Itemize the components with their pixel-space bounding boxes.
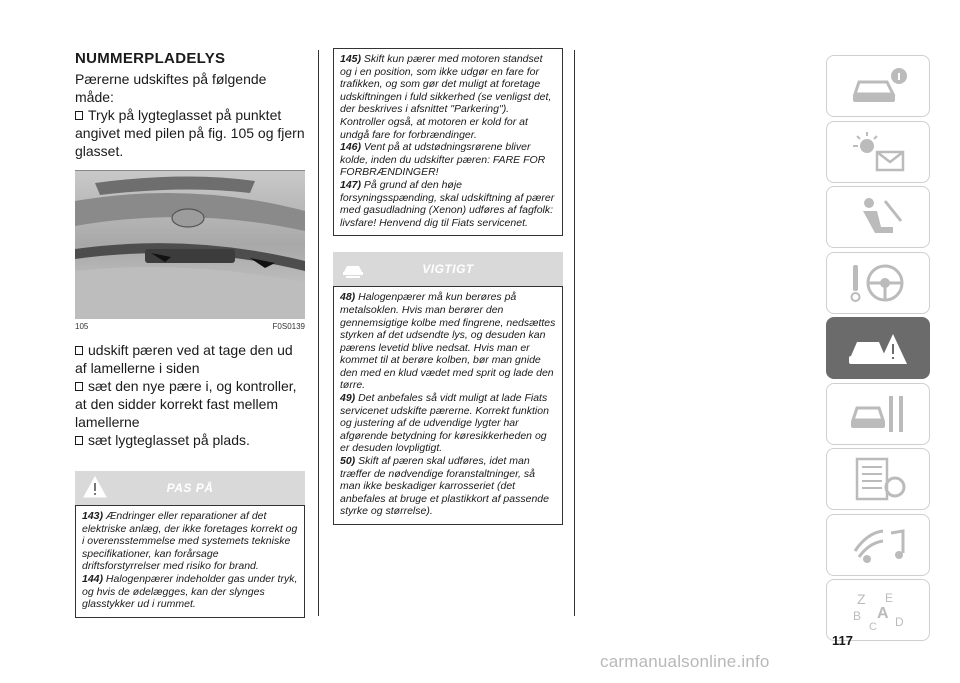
alphabetical-index-icon <box>849 588 909 632</box>
checkbox-bullet-icon <box>75 436 83 445</box>
checkbox-bullet-icon <box>75 111 83 120</box>
svg-text:Z: Z <box>857 591 866 607</box>
notice-item: 145) Skift kun pærer med motoren standset og i en position, som ikke udgør en fare for trafikken, og som gør det muligt at foretage udskiftningen i fuld sikkerhed (se venligst det, der beskrives i afsnittet "Parkering"). Kontroller også, at motoren er kold for at undgå fare for forbrændinger. <box>340 53 552 141</box>
seat-airbag-icon <box>849 195 909 239</box>
pas-paa-box <box>75 505 305 618</box>
key-steering-wheel-icon <box>849 261 909 305</box>
tab-service[interactable] <box>826 383 930 445</box>
column-divider <box>318 50 319 616</box>
intro-text: Pærerne udskiftes på følgende måde: <box>75 71 267 105</box>
step-item: udskift pæren ved at tage den ud af lamellerne i siden <box>75 342 293 376</box>
svg-text:D: D <box>895 615 904 629</box>
notice-item: 144) Halogenpærer indeholder gas under tryk, og hvis de ødelægges, kan der slynges glasstykker ud i rummet. <box>82 572 298 611</box>
figure-105 <box>75 170 305 331</box>
column-divider <box>574 50 575 616</box>
notice-item: 147) På grund af den høje forsyningsspænding, skal udskiftning af pærer med gasudladning (Xenon) udføres af fagfolk: livsfare! Henvend dig til Fiats servicenet. <box>340 178 555 229</box>
tab-lights-mail[interactable] <box>826 121 930 183</box>
tab-multimedia[interactable] <box>826 514 930 576</box>
car-info-icon <box>849 64 909 108</box>
step-item: sæt den nye pære i, og kontroller, at den sidder korrekt fast mellem lamellerne <box>75 378 297 430</box>
checkbox-bullet-icon <box>75 346 83 355</box>
tailgate-photo <box>75 170 305 319</box>
svg-text:A: A <box>877 605 889 622</box>
lights-mail-icon <box>849 130 909 174</box>
tab-key-steering[interactable] <box>826 252 930 314</box>
svg-text:B: B <box>853 609 862 623</box>
watermark: carmanualsonline.info <box>600 652 770 671</box>
step-item: sæt lygteglasset på plads. <box>75 431 305 449</box>
vigtigt-header <box>333 252 563 286</box>
step-item: Tryk på lygteglasset på punktet angivet med pilen på fig. 105 og fjern glasset. <box>75 107 305 159</box>
checkbox-bullet-icon <box>75 382 83 391</box>
notice-item: 50) Skift af pæren skal udføres, idet man træffer de nødvendige foranstaltninger, så man ikke beskadiger karrosseriet (det anbefales at bruge et plastikkort af passende styrke og størrelse). <box>340 455 549 518</box>
tab-index[interactable] <box>826 579 930 641</box>
vigtigt-title: VIGTIGT <box>422 262 474 277</box>
car-warning-triangle-icon <box>849 326 909 370</box>
svg-text:E: E <box>885 591 894 605</box>
page-number: 117 <box>832 633 853 648</box>
svg-text:C: C <box>869 621 877 632</box>
notice-item: 49) Det anbefales så vidt muligt at lade Fiats servicenet udskifte pærerne. Korrekt funktion og justering af de udvendige lygter har afgørende betydning for køresikkerheden og er desuden lovpligtigt. <box>340 392 549 455</box>
notes-box <box>333 48 563 236</box>
notice-item: 146) Vent på at udstødningsrørene bliver kolde, inden du udskifter pæren: FARE FOR FORBRÆNDINGER! <box>340 141 546 179</box>
steps-after <box>75 341 305 449</box>
right-column <box>333 48 563 525</box>
figure-caption <box>75 322 305 331</box>
left-column <box>75 50 305 618</box>
tab-seat-airbag[interactable] <box>826 186 930 248</box>
chapter-tabs <box>826 55 930 645</box>
multimedia-icon <box>849 523 909 567</box>
car-service-tools-icon <box>849 392 909 436</box>
vigtigt-box <box>333 286 563 525</box>
pas-paa-title: PAS PÅ <box>166 481 214 495</box>
spec-sheet-icon <box>849 457 909 501</box>
figure-number: 105 <box>75 322 89 331</box>
notice-item: 48) Halogenpærer må kun berøres på metalsoklen. Hvis man berører den gennemsigtige kolbe med fingrene, nedsættes styrken af det udsendte lys, og desuden kan pærens levetid blive nedsat. Hvis man er kommet til at berøre kolben, bør man gnide den med en klud vædet med sprit og lade den tørre. <box>340 291 556 392</box>
tab-car-info[interactable] <box>826 55 930 117</box>
figure-code: F0S0139 <box>272 322 305 331</box>
tab-emergency[interactable] <box>826 317 930 379</box>
section-heading: NUMMERPLADELYS <box>75 50 226 67</box>
notice-item: 143) Ændringer eller reparationer af det elektriske anlæg, der ikke foretages korrekt og i overensstemmelse med systemets tekniske specifikationer, kan forårsage driftsforstyrrelser med risiko for brand. <box>82 510 298 573</box>
pas-paa-header <box>75 471 305 505</box>
tab-specifications[interactable] <box>826 448 930 510</box>
